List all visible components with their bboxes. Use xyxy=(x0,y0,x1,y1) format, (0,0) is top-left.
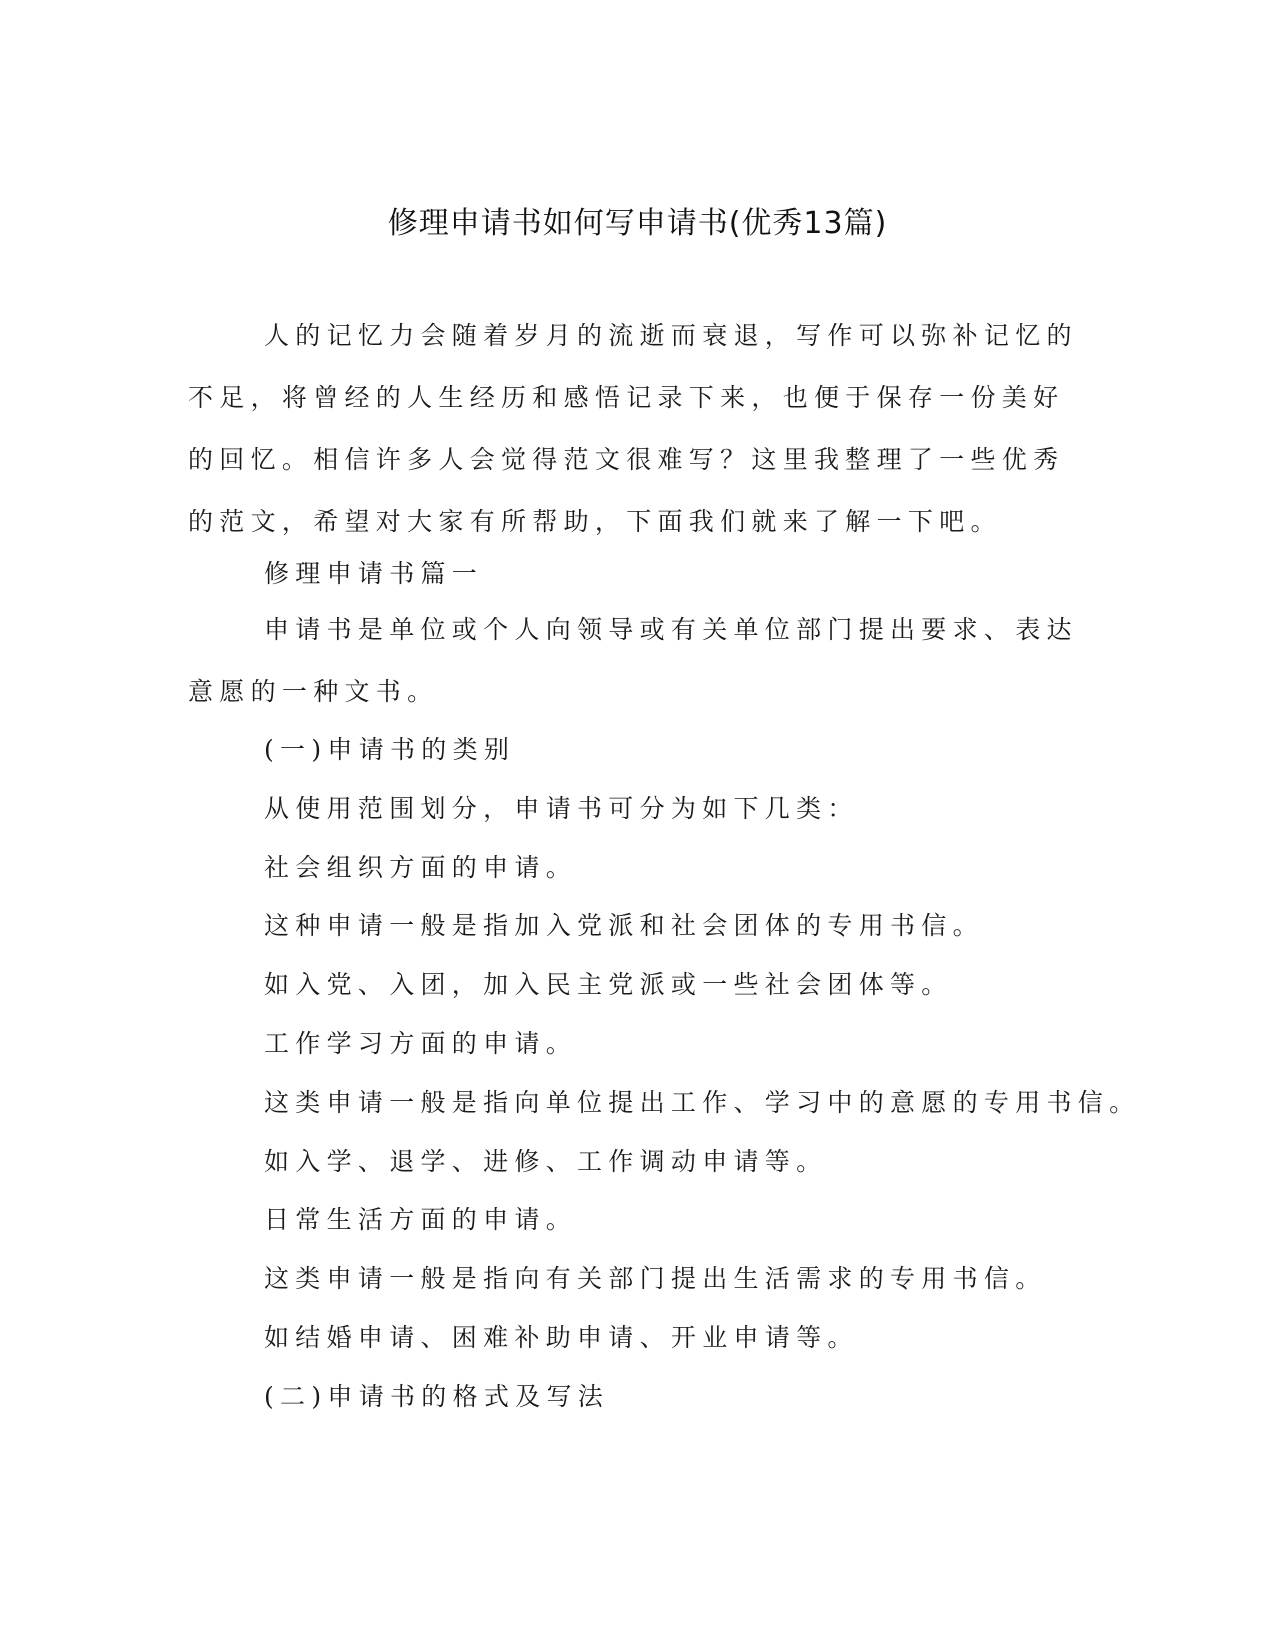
document-title: 修理申请书如何写申请书(优秀13篇) xyxy=(387,206,888,241)
body-line: 如结婚申请、困难补助申请、开业申请等。 xyxy=(264,1323,859,1352)
subheading-categories: (一)申请书的类别 xyxy=(264,735,516,764)
body-line: 这种申请一般是指加入党派和社会团体的专用书信。 xyxy=(264,911,984,940)
subheading-format: (二)申请书的格式及写法 xyxy=(264,1382,610,1411)
body-line: 工作学习方面的申请。 xyxy=(264,1029,578,1058)
body-line: 这类申请一般是指向有关部门提出生活需求的专用书信。 xyxy=(264,1264,1047,1293)
body-line: 日常生活方面的申请。 xyxy=(264,1205,578,1234)
intro-paragraph: 人的记忆力会随着岁月的流逝而衰退，写作可以弥补记忆的不足，将曾经的人生经历和感悟记录下来，也便于保存一份美好的回忆。相信许多人会觉得范文很难写？这里我整理了一些优秀的范文，希望对大家有所帮助，下面我们就来了解一下吧。 xyxy=(188,321,1078,536)
body-line: 如入党、入团，加入民主党派或一些社会团体等。 xyxy=(264,970,953,999)
definition-paragraph: 申请书是单位或个人向领导或有关单位部门提出要求、表达意愿的一种文书。 xyxy=(188,615,1078,706)
body-line: 这类申请一般是指向单位提出工作、学习中的意愿的专用书信。 xyxy=(264,1088,1141,1117)
body-line: 社会组织方面的申请。 xyxy=(264,853,578,882)
body-line: 如入学、退学、进修、工作调动申请等。 xyxy=(264,1147,828,1176)
body-line: 从使用范围划分，申请书可分为如下几类： xyxy=(264,794,859,823)
section-heading: 修理申请书篇一 xyxy=(264,559,484,588)
